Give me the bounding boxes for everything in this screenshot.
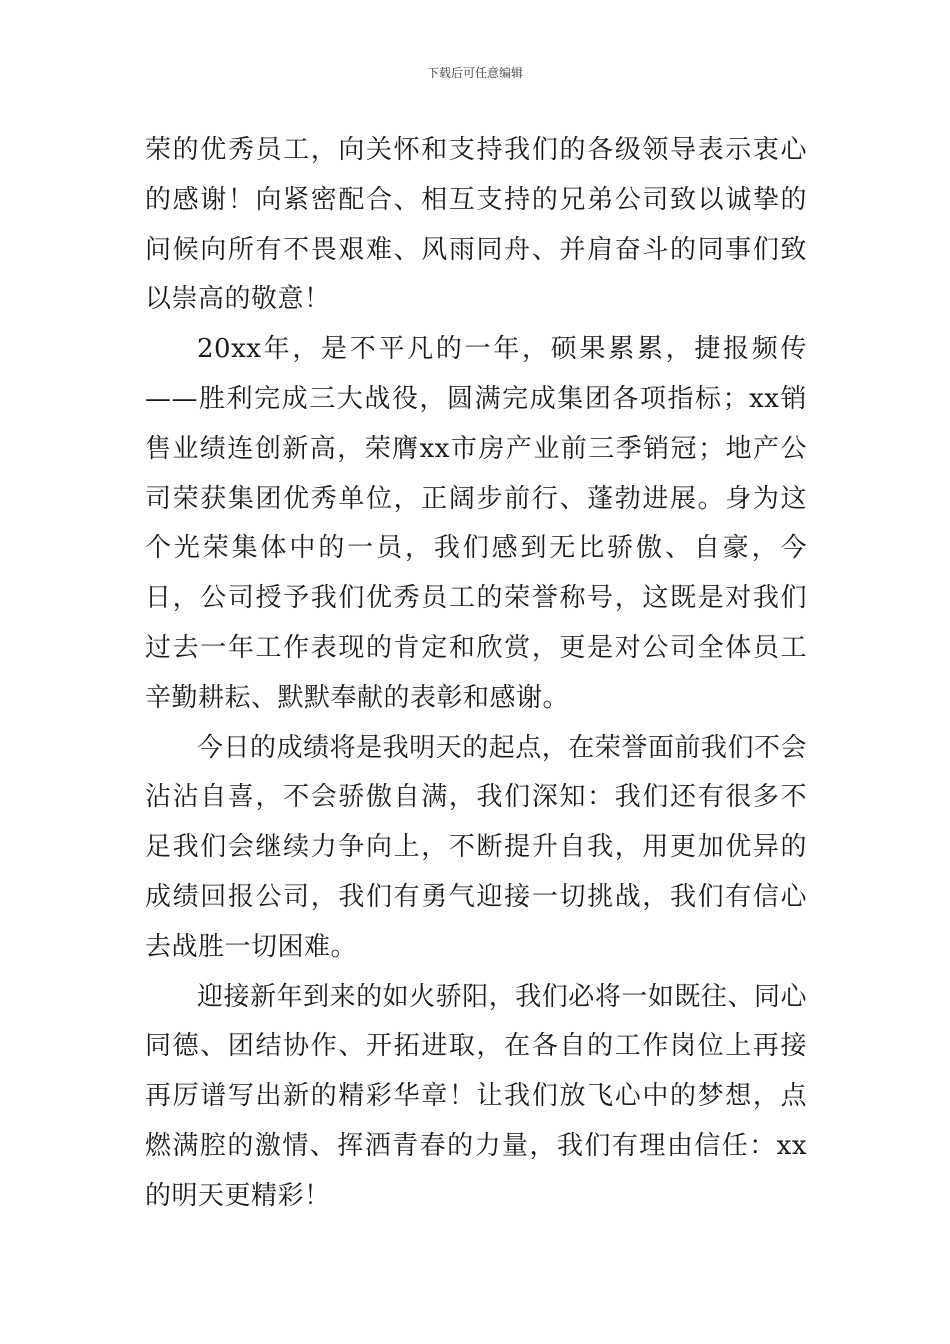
document-body: [145, 126, 807, 1222]
paragraph-4: 迎接新年到来的如火骄阳，我们必将一如既往、同心同德、团结协作、开拓进取，在各自的工作岗位上再接再厉谱写出新的精彩华章！让我们放飞心中的梦想，点燃满腔的激情、挥洒青春的力量，我们有理由信任：xx的明天更精彩！: [145, 981, 807, 1211]
paragraph-3: 今日的成绩将是我明天的起点，在荣誉面前我们不会沾沾自喜，不会骄傲自满，我们深知：我们还有很多不足我们会继续力争向上，不断提升自我，用更加优异的成绩回报公司，我们有勇气迎接一切挑战，我们有信心去战胜一切困难。: [145, 732, 807, 962]
paragraph-2: 20xx年，是不平凡的一年，硕果累累，捷报频传——胜利完成三大战役，圆满完成集团各项指标；xx销售业绩连创新高，荣膺xx市房产业前三季销冠；地产公司荣获集团优秀单位，正阔步前行、蓬勃进展。身为这个光荣集体中的一员，我们感到无比骄傲、自豪，今日，公司授予我们优秀员工的荣誉称号，这既是对我们过去一年工作表现的肯定和欣赏，更是对公司全体员工辛勤耕耘、默默奉献的表彰和感谢。: [145, 334, 807, 713]
page-header: 下载后可任意编辑: [426, 66, 523, 80]
paragraph-1: 荣的优秀员工，向关怀和支持我们的各级领导表示衷心的感谢！向紧密配合、相互支持的兄弟公司致以诚挚的问候向所有不畏艰难、风雨同舟、并肩奋斗的同事们致以崇高的敬意！: [145, 135, 807, 315]
